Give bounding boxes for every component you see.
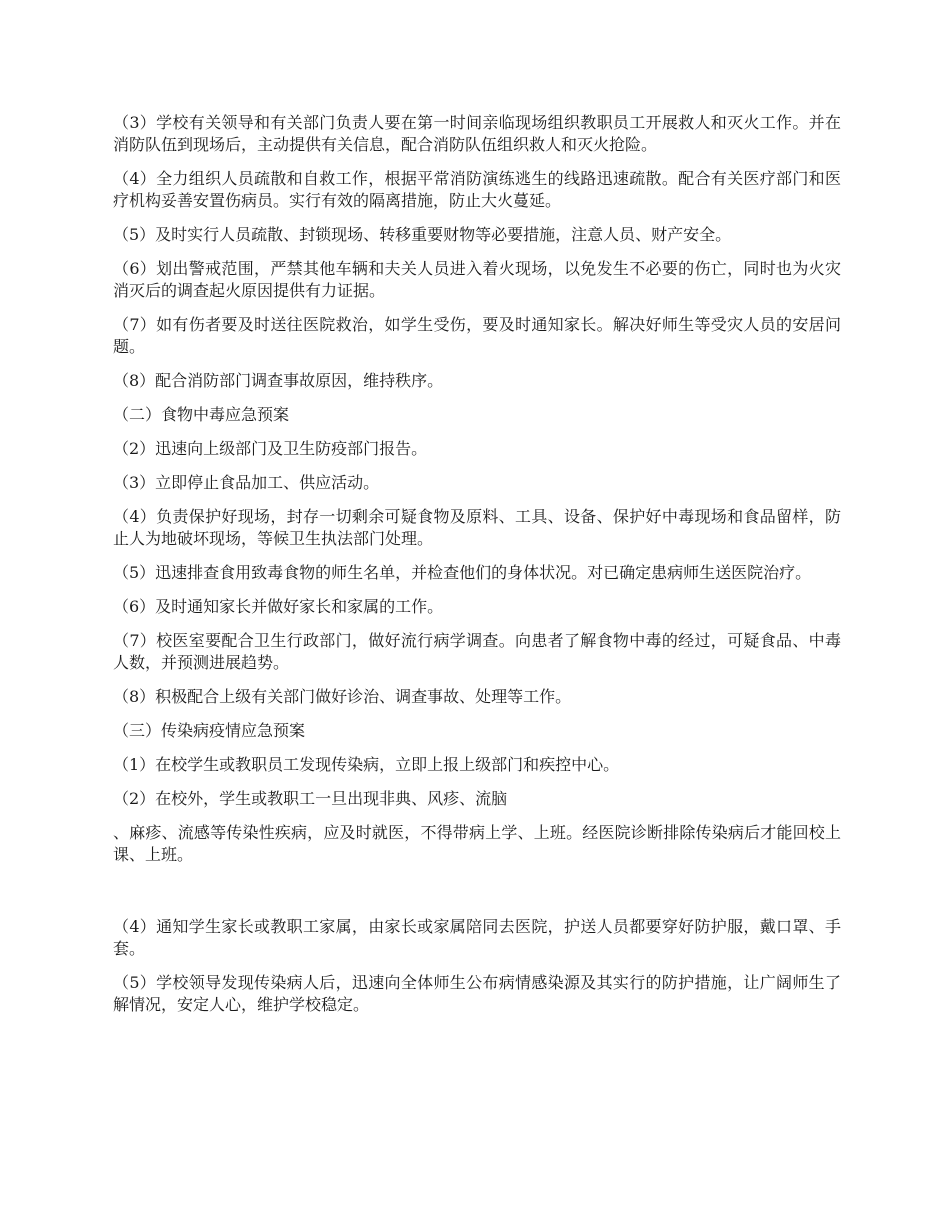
paragraph-food-2: （2）迅速向上级部门及卫生防疫部门报告。 [113, 439, 428, 458]
blank-gap [113, 878, 841, 916]
paragraph-food-7: （7）校医室要配合卫生行政部门，做好流行病学调查。向患者了解食物中毒的经过，可疑食品、中毒人数，并预测进展趋势。 [113, 631, 841, 672]
paragraph-fire-5: （5）及时实行人员疏散、封锁现场、转移重要财物等必要措施，注意人员、财产安全。 [113, 225, 732, 244]
section-heading-food-poisoning: （二）食物中毒应急预案 [113, 405, 290, 424]
paragraph-disease-1: （1）在校学生或教职员工发现传染病，立即上报上级部门和疾控中心。 [113, 755, 620, 774]
paragraph-food-4: （4）负责保护好现场，封存一切剩余可疑食物及原料、工具、设备、保护好中毒现场和食品留样，防止人为地破坏现场，等候卫生执法部门处理。 [113, 507, 841, 548]
paragraph-food-8: （8）积极配合上级有关部门做好诊治、调查事故、处理等工作。 [113, 687, 572, 706]
paragraph-food-6: （6）及时通知家长并做好家长和家属的工作。 [113, 597, 444, 616]
paragraph-fire-7: （7）如有伤者要及时送往医院救治，如学生受伤，要及时通知家长。解决好师生等受灾人员的安居问题。 [113, 315, 841, 356]
document-body [113, 112, 841, 1028]
paragraph-fire-8: （8）配合消防部门调查事故原因，维持秩序。 [113, 371, 444, 390]
paragraph-fire-6: （6）划出警戒范围，严禁其他车辆和夫关人员进入着火现场，以免发生不必要的伤亡，同时也为火灾消灭后的调查起火原因提供有力证据。 [113, 259, 841, 300]
paragraph-food-5: （5）迅速排查食用致毒食物的师生名单，并检查他们的身体状况。对已确定患病师生送医院治疗。 [113, 563, 812, 582]
paragraph-disease-2-continued: 、麻疹、流感等传染性疾病，应及时就医，不得带病上学、上班。经医院诊断排除传染病后才能回校上课、上班。 [113, 823, 841, 864]
paragraph-fire-4: （4）全力组织人员疏散和自救工作，根据平常消防演练逃生的线路迅速疏散。配合有关医疗部门和医疗机构妥善安置伤病员。实行有效的隔离措施，防止大火蔓延。 [113, 169, 841, 210]
section-heading-infectious-disease: （三）传染病疫情应急预案 [113, 721, 306, 740]
paragraph-disease-4: （4）通知学生家长或教职工家属，由家长或家属陪同去医院，护送人员都要穿好防护服，戴口罩、手套。 [113, 917, 841, 958]
paragraph-food-3: （3）立即停止食品加工、供应活动。 [113, 473, 380, 492]
paragraph-fire-3: （3）学校有关领导和有关部门负责人要在第一时间亲临现场组织教职员工开展救人和灭火工作。并在消防队伍到现场后，主动提供有关信息，配合消防队伍组织救人和灭火抢险。 [113, 113, 841, 154]
paragraph-disease-5: （5）学校领导发现传染病人后，迅速向全体师生公布病情感染源及其实行的防护措施，让广阔师生了解情况，安定人心，维护学校稳定。 [113, 973, 841, 1014]
paragraph-disease-2: （2）在校外，学生或教职工一旦出现非典、风疹、流脑 [113, 789, 508, 808]
